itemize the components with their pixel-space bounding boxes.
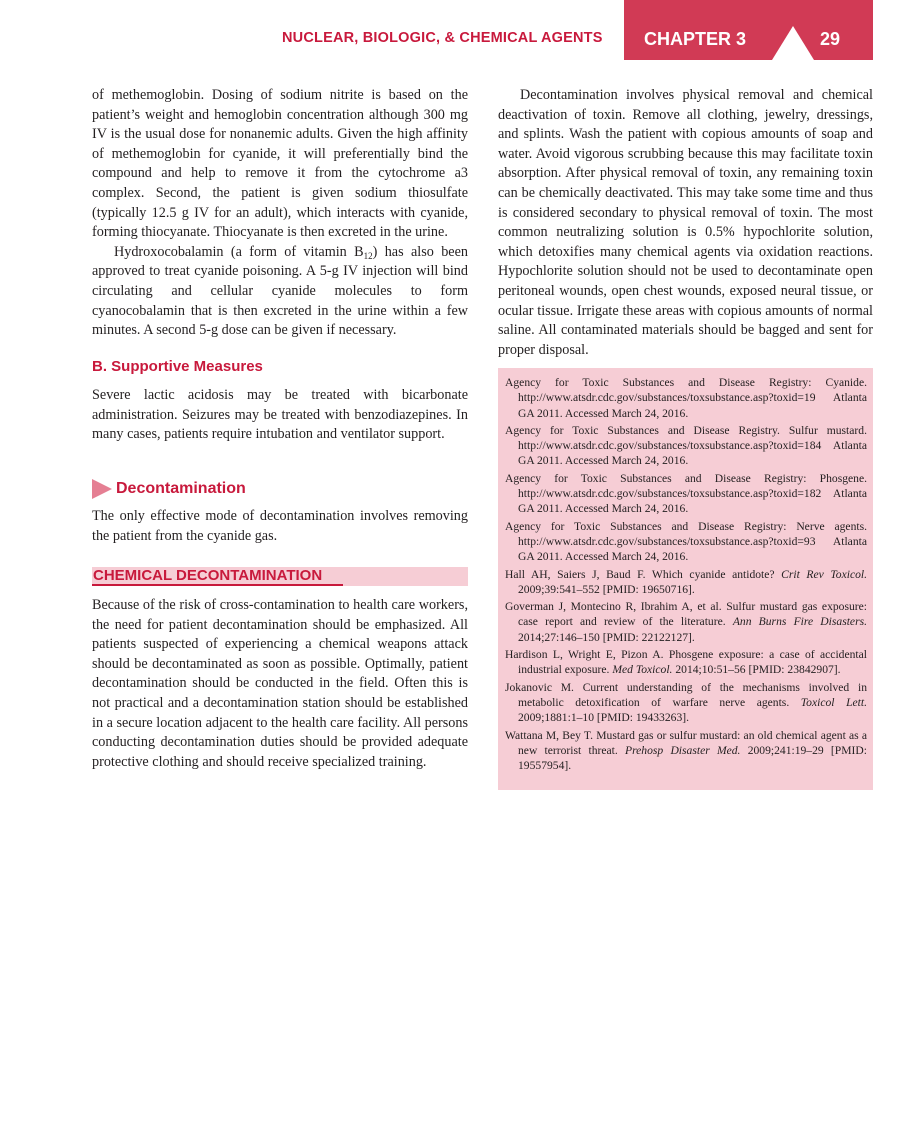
reference-item	[505, 519, 867, 565]
hydroxo-text-b: ) has also been approved to treat cyanide poisoning. A 5-g IV injection will bind circulating and cellular cyanide molecules to form cyanocobalamin that is then excreted in the urine within a few minutes. A second 5-g dose can be given if necessary.	[92, 243, 468, 339]
reference-item	[505, 567, 867, 598]
play-arrow-icon	[92, 479, 112, 499]
running-title: NUCLEAR, BIOLOGIC, & CHEMICAL AGENTS	[282, 30, 603, 46]
reference-citation: 2009;241:19–29 [PMID: 19557954].	[518, 743, 867, 773]
reference-item	[505, 423, 867, 469]
banner-notch-triangle	[772, 26, 814, 60]
decontamination-heading	[92, 479, 246, 499]
chemical-decontamination-heading-bar	[92, 567, 468, 586]
reference-journal: Toxicol Lett.	[800, 695, 868, 709]
reference-text: Hall AH, Saiers J, Baud F. Which cyanide antidote?	[505, 567, 782, 581]
reference-item	[505, 647, 867, 678]
decontamination-heading-label: Decontamination	[116, 480, 246, 497]
reference-item	[505, 375, 867, 421]
right-column-text	[498, 86, 873, 360]
paragraph-methemoglobin: of methemoglobin. Dosing of sodium nitrite is based on the patient’s weight and hemoglobin concentration although 300 mg IV is the usual dose for nonanemic adults. Given the high affinity of methemoglobin for cyanide, it will preferentially bind the compound and help to remove it from the cytochrome a3 complex. Second, the patient is given sodium thiosulfate (typically 12.5 g IV for an adult), which interacts with cyanide, forming thiocyanate. Thiocyanate is then excreted in the urine.	[92, 87, 468, 241]
chemical-decontamination-heading: CHEMICAL DECONTAMINATION	[92, 567, 343, 586]
reference-text: Jokanovic M. Current understanding of the mechanisms involved in metabolic detoxification of warfare nerve agents.	[505, 680, 867, 709]
chemical-decontamination-text: Because of the risk of cross-contamination to health care workers, the need for patient decontamination should be emphasized. All patients suspected of experiencing a chemical weapons attack should be decontaminated as soon as possible. Optimally, patient decontamination should be conducted in the field. Often this is not practical and a decontamination station should be established in a secure location adjacent to the health care facility. All persons conducting decontamination duties should be provided adequate protective clothing and should receive specialized training.	[92, 597, 468, 770]
decontamination-text: The only effective mode of decontamination involves removing the patient from the cyanide gas.	[92, 508, 468, 544]
reference-citation: 2014;10:51–56 [PMID: 23842907].	[672, 663, 841, 677]
reference-item	[505, 471, 867, 517]
reference-item	[505, 728, 867, 774]
supportive-measures-text-block	[92, 386, 468, 445]
reference-text: Agency for Toxic Substances and Disease Registry: Cyanide. http://www.atsdr.cdc.gov/substances/toxsubstance.asp?toxid=19 Atlanta GA 2011. Accessed March 24, 2016.	[505, 376, 867, 420]
reference-journal: Crit Rev Toxicol.	[781, 567, 868, 581]
page-number: 29	[820, 29, 841, 49]
reference-citation: 2009;39:541–552 [PMID: 19650716].	[518, 582, 695, 596]
supportive-measures-text: Severe lactic acidosis may be treated with bicarbonate administration. Seizures may be treated with benzodiazepines. In many cases, patients require intubation and ventilator support.	[92, 387, 468, 443]
supportive-measures-heading: B. Supportive Measures	[92, 358, 263, 375]
reference-citation: 2014;27:146–150 [PMID: 22122127].	[518, 630, 695, 644]
reference-text: Agency for Toxic Substances and Disease Registry: Nerve agents. http://www.atsdr.cdc.gov/substances/toxsubstance.asp?toxid=93 Atlanta GA 2011. Accessed March 24, 2016.	[505, 519, 867, 564]
reference-citation: 2009;1881:1–10 [PMID: 19433263].	[518, 711, 690, 725]
reference-text: Hardison L, Wright E, Pizon A. Phosgene exposure: a case of accidental industrial exposure.	[505, 648, 867, 677]
reference-list	[505, 375, 867, 775]
chemical-decontamination-text-block	[92, 596, 468, 772]
decontamination-text-block	[92, 507, 468, 546]
reference-item	[505, 599, 867, 645]
paragraph-decontamination-procedure: Decontamination involves physical removal and chemical deactivation of toxin. Remove all clothing, jewelry, dressings, and splints. Wash the patient with copious amounts of soap and water. Avoid vigorous scrubbing because this may facilitate toxin absorption. After physical removal of toxin, any remaining toxin can be chemically deactivated. This may take some time and thus is considered secondary to physical removal of toxin. The most common neutralizing solution is 0.5% hypochlorite solution, which detoxifies many chemical agents via oxidation reactions. Hypochlorite solution should not be used to decontaminate open peritoneal wounds, open chest wounds, exposed neural tissue, or ocular tissue. Irrigate these areas with copious amounts of normal saline. All contaminated materials should be bagged and sent for proper disposal.	[498, 87, 873, 358]
reference-journal: Prehosp Disaster Med.	[625, 743, 741, 757]
reference-text: Agency for Toxic Substances and Disease Registry: Phosgene. http://www.atsdr.cdc.gov/substances/toxsubstance.asp?toxid=182 Atlanta GA 2011. Accessed March 24, 2016.	[505, 471, 867, 516]
left-column-intro	[92, 86, 468, 341]
reference-text: Agency for Toxic Substances and Disease Registry. Sulfur mustard. http://www.atsdr.cdc.gov/substances/toxsubstance.asp?toxid=184 Atlanta GA 2011. Accessed March 24, 2016.	[505, 423, 867, 468]
chapter-label: CHAPTER 3	[644, 29, 747, 49]
paragraph-hydroxocobalamin	[92, 243, 468, 341]
reference-item	[505, 680, 867, 726]
reference-text: Wattana M, Bey T. Mustard gas or sulfur mustard: an old chemical agent as a new terrorist threat.	[505, 728, 867, 757]
reference-journal: Ann Burns Fire Disasters.	[732, 615, 867, 629]
hydroxo-text-a: Hydroxocobalamin (a form of vitamin B	[114, 243, 364, 260]
vitamin-subscript: 12	[363, 250, 373, 261]
reference-journal: Med Toxicol.	[612, 663, 673, 677]
reference-text: Goverman J, Montecino R, Ibrahim A, et al. Sulfur mustard gas exposure: case report and review of the literature.	[505, 600, 867, 629]
